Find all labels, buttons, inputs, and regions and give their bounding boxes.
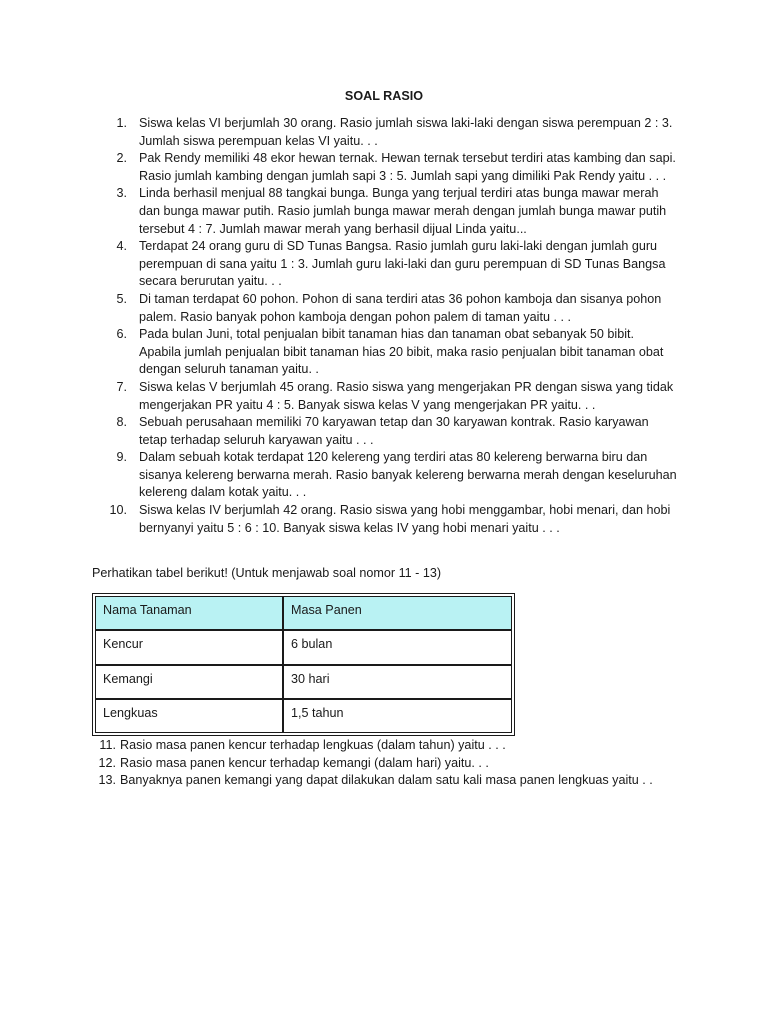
question-text: Terdapat 24 orang guru di SD Tunas Bangsa. Rasio jumlah guru laki-laki dengan jumlah guru perempuan di sana yaitu 1 : 3. Jumlah guru laki-laki dan guru perempuan di SD Tunas Bangsa secara berurutan yaitu. . . xyxy=(139,239,666,289)
table-row xyxy=(95,630,512,664)
page-title: SOAL RASIO xyxy=(344,89,424,103)
table-header-cell: Masa Panen xyxy=(283,596,512,630)
table-cell: Kencur xyxy=(95,630,283,664)
question-number: 6. xyxy=(116,327,127,342)
question-item xyxy=(103,291,678,326)
question-number: 10. xyxy=(109,503,127,518)
question-number: 13. xyxy=(98,773,116,788)
question-item xyxy=(103,150,678,185)
question-number: 5. xyxy=(116,291,127,306)
question-item xyxy=(92,737,692,755)
question-number: 1. xyxy=(116,116,127,130)
question-text: Siswa kelas IV berjumlah 42 orang. Rasio siswa yang hobi menggambar, hobi menari, dan hobi bernyanyi yaitu 5 : 6 : 10. Banyak siswa kelas IV yang hobi menari yaitu . . . xyxy=(139,503,671,535)
question-item xyxy=(103,414,678,449)
table-cell: Kemangi xyxy=(95,665,283,699)
question-number: 11. xyxy=(99,738,116,752)
question-number: 7. xyxy=(116,379,127,394)
question-item xyxy=(103,115,678,150)
question-text: Pada bulan Juni, total penjualan bibit tanaman hias dan tanaman obat sebanyak 50 bibit. Apabila jumlah penjualan bibit tanaman hias 20 bibit, maka rasio penjualan bibit tanaman obat dengan seluruh tanaman yaitu. . xyxy=(139,327,664,377)
question-text: Banyaknya panen kemangi yang dapat dilakukan dalam satu kali masa panen lengkuas yaitu . . xyxy=(120,773,653,788)
table-cell: 1,5 tahun xyxy=(283,699,512,733)
question-text: Sebuah perusahaan memiliki 70 karyawan tetap dan 30 karyawan kontrak. Rasio karyawan tetap terhadap seluruh karyawan yaitu . . . xyxy=(139,415,649,447)
question-text: Dalam sebuah kotak terdapat 120 kelereng yang terdiri atas 80 kelereng berwarna biru dan sisanya kelereng berwarna merah. Rasio banyak kelereng berwarna merah dengan keseluruhan kelereng dalam kotak yaitu. . . xyxy=(139,450,677,500)
table-intro: Perhatikan tabel berikut! (Untuk menjawab soal nomor 11 - 13) xyxy=(92,566,442,580)
question-text: Siswa kelas VI berjumlah 30 orang. Rasio jumlah siswa laki-laki dengan siswa perempuan 2 : 3. Jumlah siswa perempuan kelas VI yaitu. . . xyxy=(139,116,673,148)
table-row xyxy=(95,699,512,733)
table-cell: 30 hari xyxy=(283,665,512,699)
harvest-table-grid xyxy=(95,596,512,733)
question-text: Rasio masa panen kencur terhadap kemangi (dalam hari) yaitu. . . xyxy=(120,755,489,770)
question-item xyxy=(103,502,678,537)
harvest-table xyxy=(92,593,515,736)
table-header-row xyxy=(95,596,512,630)
question-item xyxy=(103,326,678,379)
question-item xyxy=(103,449,678,502)
question-text: Di taman terdapat 60 pohon. Pohon di sana terdiri atas 36 pohon kamboja dan sisanya pohon palem. Rasio banyak pohon kamboja dengan pohon palem di taman yaitu . . . xyxy=(139,291,662,324)
question-item xyxy=(103,379,678,414)
question-item xyxy=(103,238,678,291)
question-item xyxy=(92,755,692,773)
table-cell: Lengkuas xyxy=(95,699,283,733)
question-text: Rasio masa panen kencur terhadap lengkuas (dalam tahun) yaitu . . . xyxy=(120,738,506,752)
question-text: Pak Rendy memiliki 48 ekor hewan ternak. Hewan ternak tersebut terdiri atas kambing dan sapi. Rasio jumlah kambing dengan jumlah sapi 3 : 5. Jumlah sapi yang dimiliki Pak Rendy yaitu . . . xyxy=(139,151,676,183)
question-number: 9. xyxy=(116,450,127,465)
question-number: 4. xyxy=(116,239,127,254)
question-list xyxy=(103,115,678,537)
question-text: Linda berhasil menjual 88 tangkai bunga. Bunga yang terjual terdiri atas bunga mawar merah dan bunga mawar putih. Rasio jumlah bunga mawar merah dengan jumlah bunga mawar putih tersebut 4 : 7. Jumlah mawar merah yang berhasil dijual Linda yaitu... xyxy=(139,186,667,236)
table-cell: 6 bulan xyxy=(283,630,512,664)
question-text: Siswa kelas V berjumlah 45 orang. Rasio siswa yang mengerjakan PR dengan siswa yang tidak mengerjakan PR yaitu 4 : 5. Banyak siswa kelas V yang mengerjakan PR yaitu. . . xyxy=(139,379,674,412)
question-number: 12. xyxy=(98,755,116,770)
question-item xyxy=(92,772,692,790)
question-item xyxy=(103,185,678,238)
question-number: 8. xyxy=(116,415,127,430)
table-question-list xyxy=(92,737,692,790)
question-number: 2. xyxy=(116,151,127,166)
table-row xyxy=(95,665,512,699)
question-number: 3. xyxy=(116,186,127,201)
table-header-cell: Nama Tanaman xyxy=(95,596,283,630)
